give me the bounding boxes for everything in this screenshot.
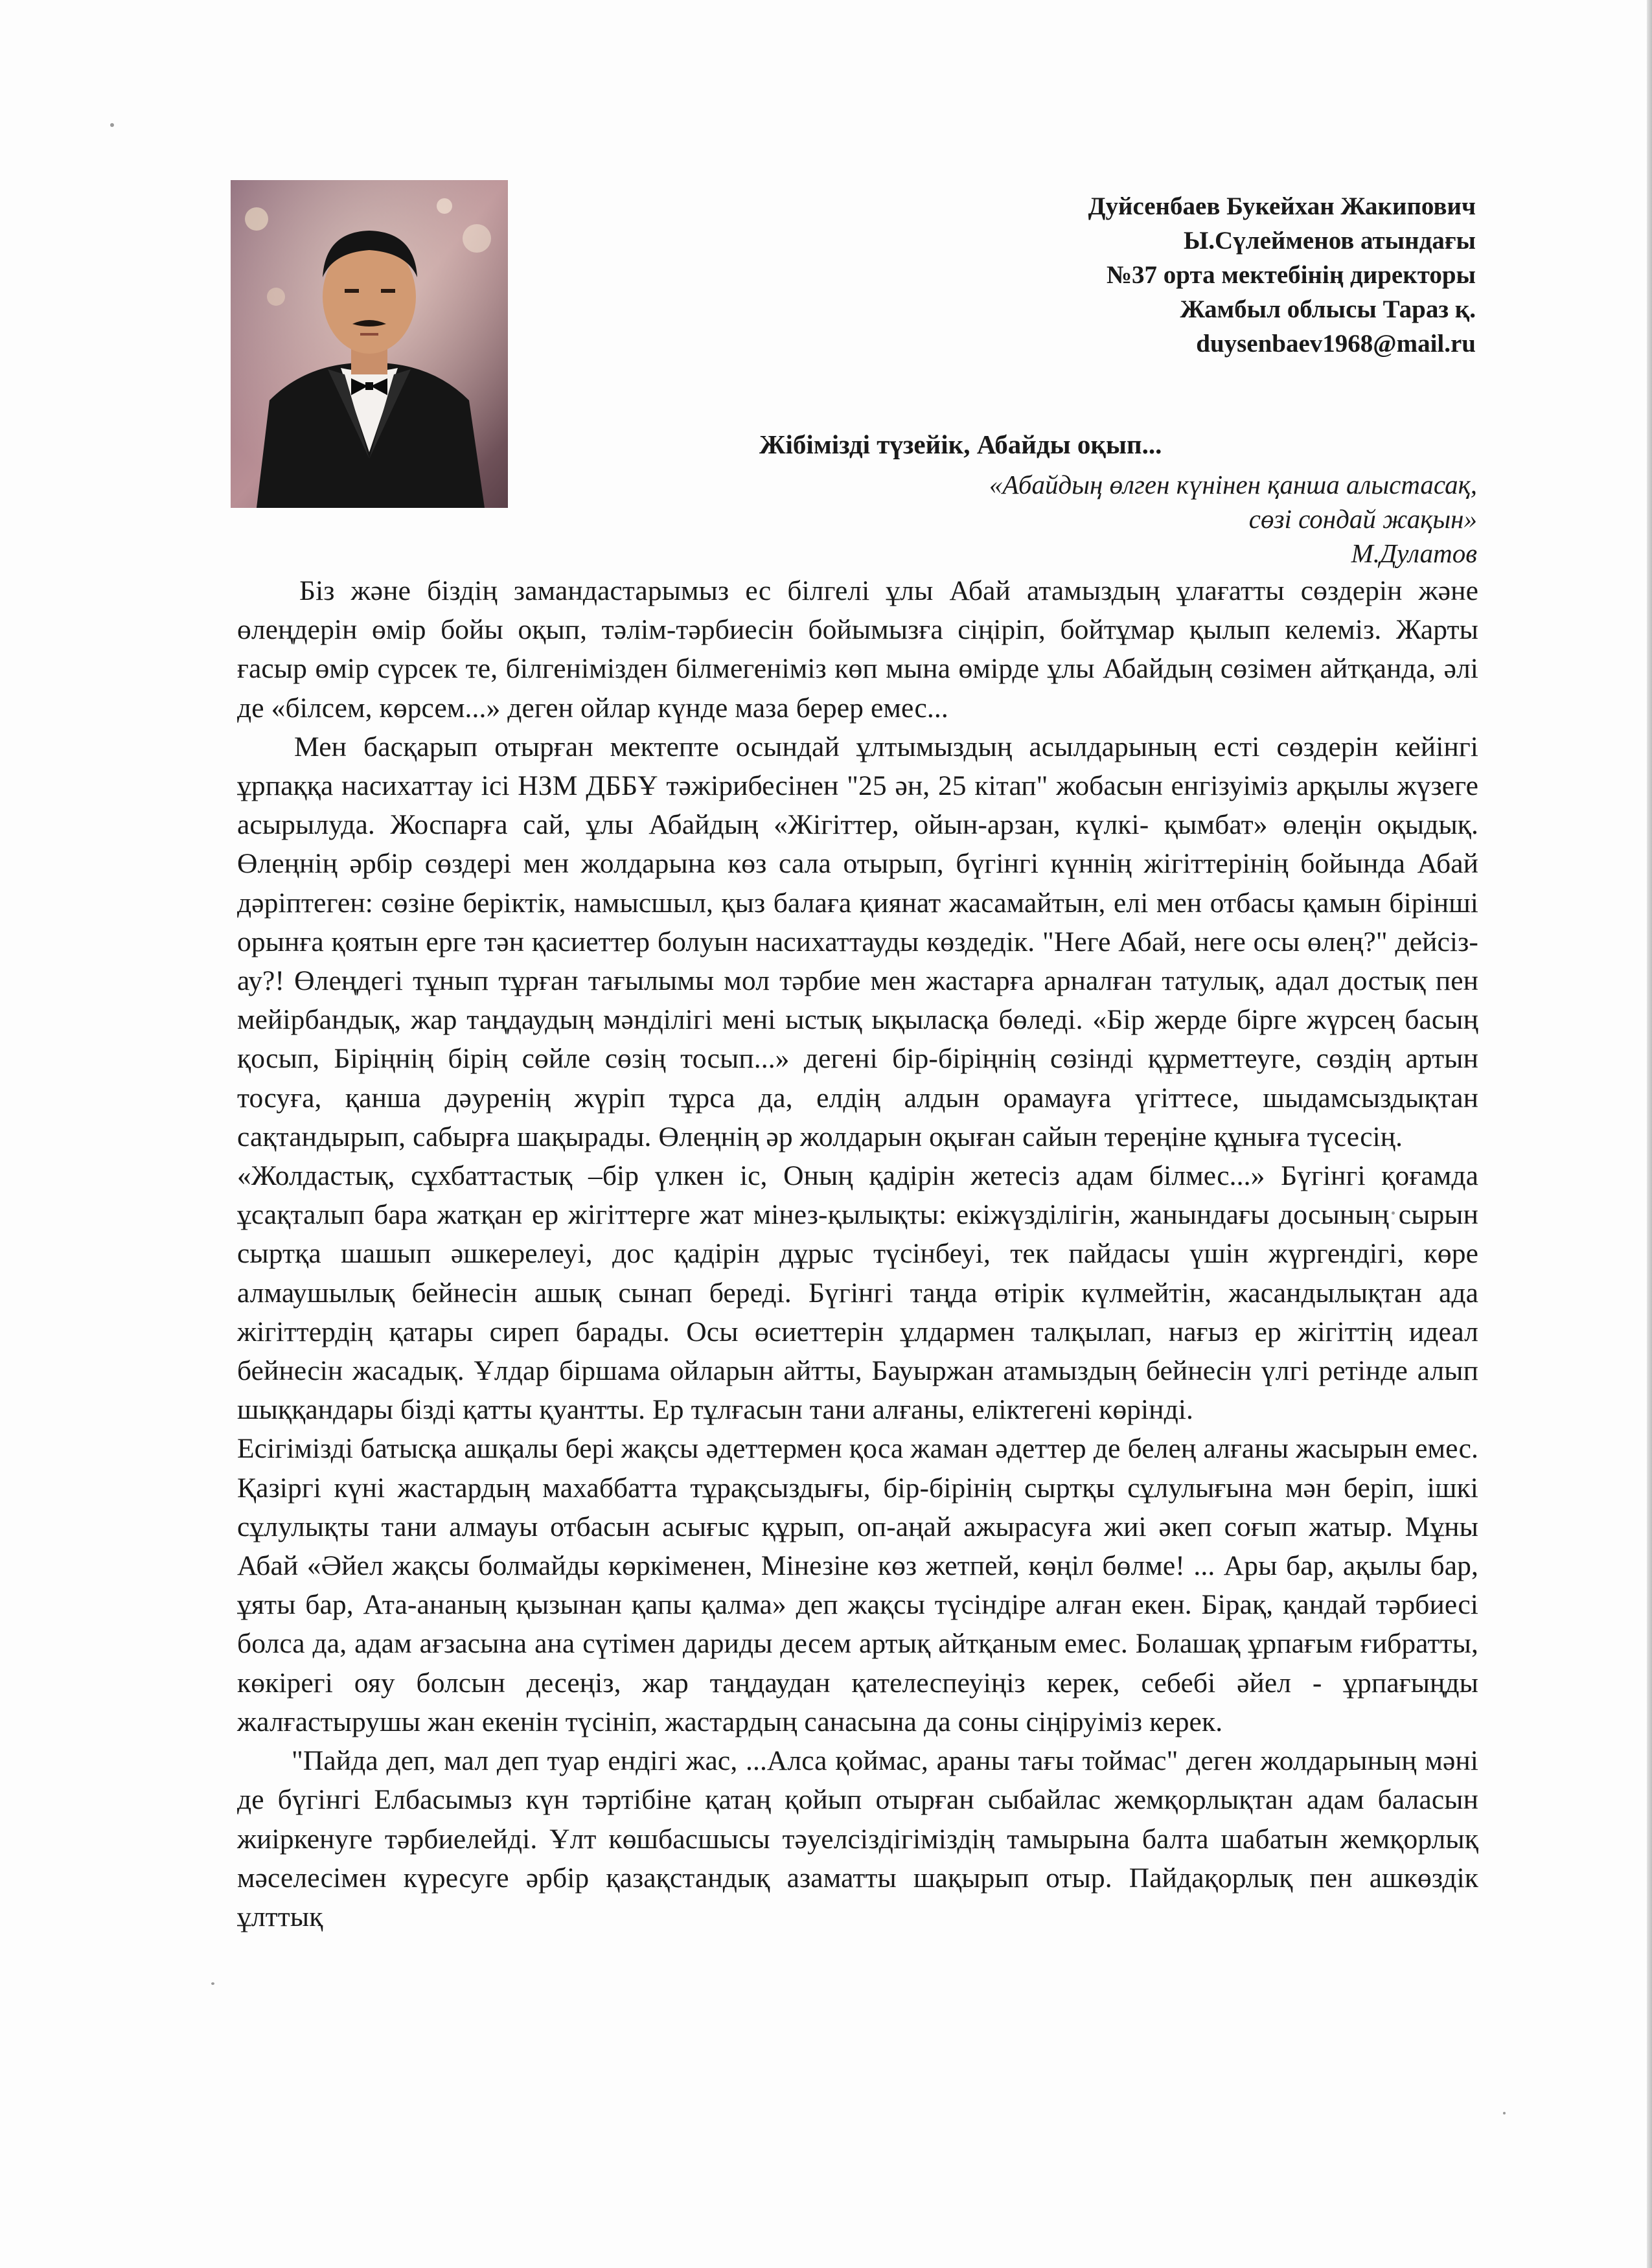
author-position: №37 орта мектебінің директоры (1106, 261, 1476, 289)
author-school: Ы.Сүлейменов атындағы (1183, 227, 1476, 255)
paragraph: Есігімізді батысқа ашқалы бері жақсы әдеттермен қоса жаман әдеттер де белең алғаны жасырын емес. Қазіргі күні жастардың махаббатта тұрақсыздығы, бір-бірінің сыртқы сұлулығына мән беріп, ішкі сұлулықты тани алмауы отбасын асығыс құрып, оп-аңай ажырасуға жиі әкеп соғып жатыр. Мұны Абай «Әйел жақсы болмайды көркіменен, Мінезіне көз жетпей, көңіл бөлме! ... Ары бар, ақылы бар, ұяты бар, Ата-ананың қызынан қапы қалма» деп жақсы түсіндіре алған екен. Бірақ, қандай тәрбиесі болса да, адам ағзасына ана сүтімен дариды десем артық айтқаным емес. Болашақ ұрпағым ғибратты, көкірегі ояу болсын десеңіз, жар таңдаудан қателеспеуіңіз керек, себебі әйел - ұрпағыңды жалғастырушы жан екенін түсініп, жастардың санасына да соны сіңіруіміз керек. (237, 1433, 1478, 1737)
scan-speck (211, 1982, 214, 1985)
paragraph: «Жолдастық, сұхбаттастық –бір үлкен іс, Оның қадірін жетесіз адам білмес...» Бүгінгі қоғамда ұсақталып бара жатқан ер жігіттерге жат мінез-қылықты: екіжүзділігін, жанындағы досының сырын сыртқа шашып әшкерелеуі, дос қадірін дұрыс түсінбеуі, тек пайдасы үшін жүргендігі, көре алмаушылық бейнесін ашық сынап береді. Бүгінгі таңда өтірік күлмейтін, жасандылықтан ада жігіттердің қатары сиреп барады. Осы өсиеттерін ұлдармен талқылап, нағыз ер жігіттің идеал бейнесін жасадық. Ұлдар біршама ойларын айтты, Бауыржан атамыздың бейнесін үлгі ретінде алып шыққандары бізді қатты қуантты. Ер тұлғасын тани алғаны, еліктегені көрінді. (237, 1160, 1478, 1426)
author-location: Жамбыл облысы Тараз қ. (1180, 295, 1476, 323)
scan-speck (1503, 2112, 1506, 2114)
epigraph-line-2: сөзі сондай жақын» (1248, 504, 1477, 534)
epigraph-attribution: М.Дулатов (1351, 538, 1477, 568)
author-block (828, 189, 1476, 361)
article-title: Жібімізді түзейік, Абайды оқып... (759, 430, 1162, 459)
paragraph: Мен басқарып отырған мектепте осындай ұлтымыздың асылдарының есті сөздерін кейінгі ұрпаққа насихаттау ісі НЗМ ДББҰ тәжірибесінен "25 ән, 25 кітап" жобасын енгізуіміз арқылы жүзеге асырылуда. Жоспарға сай, ұлы Абайдың «Жігіттер, ойын-арзан, күлкі- қымбат» өлеңін оқыдық. Өлеңнің әрбір сөздері мен жолдарына көз сала отырып, бүгінгі күннің жігіттерінің бойында Абай дәріптеген: сөзіне беріктік, намысшыл, қыз балаға қиянат жасамайтын, елі мен отбасы қамын бірінші орынға қоятын ерге тән қасиеттер болуын насихаттауды көздедік. "Неге Абай, неге осы өлең?" дейсіз-ау?! Өлеңдегі тұнып тұрған тағылымы мол тәрбие мен жастарға арналған татулық, адал достық пен мейірбандық, жар таңдаудың мәнділігі мені ыстық ықыласқа бөледі. «Бір жерде бірге жүрсең басың қосып, Біріңнің бірің сөйле сөзің тосып...» дегені бір-біріңнің сөзінді құрметтеуге, сөздің артын тосуға, қанша дәуренің жүріп тұрса да, елдің алдын орамауға үгіттесе, шыдамсыздықтан сақтандырып, сабырға шақырады. Өлеңнің әр жолдарын оқыған сайын тереңіне құныға түсесің. (237, 731, 1478, 1152)
article-body (237, 571, 1478, 1936)
epigraph-line-1: «Абайдың өлген күнінен қанша алыстасақ, (989, 470, 1477, 499)
author-photo (231, 180, 508, 508)
epigraph (700, 468, 1477, 571)
author-email: duysenbaev1968@mail.ru (1196, 330, 1476, 358)
author-name: Дуйсенбаев Букейхан Жакипович (1088, 192, 1476, 220)
paragraph: "Пайда деп, мал деп туар ендігі жас, ...Алса қоймас, араны тағы тоймас" деген жолдарының мәні де бүгінгі Елбасымыз күн тәртібіне қатаң қойып отырған сыбайлас жемқорлықтан адам баласын жиіркенуге тәрбиелейді. Ұлт көшбасшысы тәуелсіздігіміздің тамырына балта шабатын жемқорлық мәселесімен күресуге әрбір қазақстандық азаматты шақырып отыр. Пайдақорлық пен ашкөздік ұлттық (237, 1745, 1478, 1932)
scan-edge-shadow (1647, 0, 1652, 2268)
scan-speck (110, 123, 114, 127)
paragraph: Біз және біздің замандастарымыз ес білгелі ұлы Абай атамыздың ұлағатты сөздерін және өлеңдерін өмір бойы оқып, тәлім-тәрбиесін бойымызға сіңіріп, бойтұмар қылып келеміз. Жарты ғасыр өмір сүрсек те, білгенімізден білмегеніміз көп мына өмірде ұлы Абайдың сөзімен айтқанда, әлі де «білсем, көрсем...» деген ойлар күнде маза берер емес... (237, 575, 1478, 724)
